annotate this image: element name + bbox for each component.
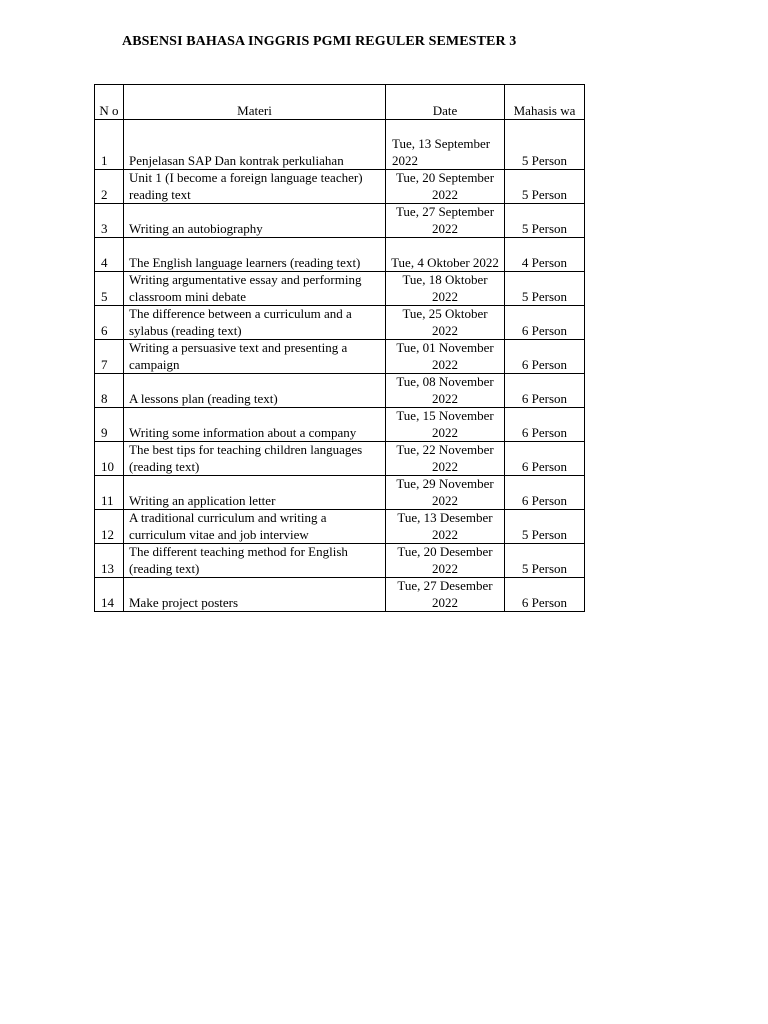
row-materi: Unit 1 (I become a foreign language teacher) reading text [124,170,386,204]
row-date: Tue, 18 Oktober 2022 [386,272,505,306]
row-date: Tue, 13 September 2022 [386,120,505,170]
row-mahasiswa: 5 Person [505,204,585,238]
row-number: 11 [95,476,124,510]
table-header-row [95,85,585,120]
row-mahasiswa: 5 Person [505,272,585,306]
row-number: 4 [95,238,124,272]
row-materi: Writing an application letter [124,476,386,510]
row-date: Tue, 27 Desember 2022 [386,578,505,612]
row-mahasiswa: 5 Person [505,544,585,578]
table-row [95,272,585,306]
row-mahasiswa: 6 Person [505,408,585,442]
row-date: Tue, 25 Oktober 2022 [386,306,505,340]
row-date: Tue, 15 November 2022 [386,408,505,442]
row-mahasiswa: 5 Person [505,170,585,204]
column-header-mahasiswa: Mahasis wa [505,85,585,120]
table-row [95,170,585,204]
column-header-no: N o [95,85,124,120]
row-date: Tue, 20 Desember 2022 [386,544,505,578]
row-number: 9 [95,408,124,442]
row-materi: The best tips for teaching children languages (reading text) [124,442,386,476]
row-number: 7 [95,340,124,374]
table-row [95,510,585,544]
row-materi: Writing argumentative essay and performing classroom mini debate [124,272,386,306]
row-materi: The difference between a curriculum and a sylabus (reading text) [124,306,386,340]
row-number: 1 [95,120,124,170]
row-date: Tue, 08 November 2022 [386,374,505,408]
table-row [95,476,585,510]
row-date: Tue, 22 November 2022 [386,442,505,476]
table-row [95,442,585,476]
row-date: Tue, 13 Desember 2022 [386,510,505,544]
row-materi: The different teaching method for English (reading text) [124,544,386,578]
table-row [95,306,585,340]
row-mahasiswa: 6 Person [505,578,585,612]
row-mahasiswa: 5 Person [505,510,585,544]
row-mahasiswa: 4 Person [505,238,585,272]
row-number: 5 [95,272,124,306]
row-mahasiswa: 6 Person [505,374,585,408]
row-number: 10 [95,442,124,476]
table-row [95,120,585,170]
row-date: Tue, 20 September 2022 [386,170,505,204]
row-mahasiswa: 5 Person [505,120,585,170]
row-materi: Writing an autobiography [124,204,386,238]
attendance-table [94,84,585,612]
row-date: Tue, 01 November 2022 [386,340,505,374]
row-number: 2 [95,170,124,204]
row-mahasiswa: 6 Person [505,340,585,374]
table-row [95,238,585,272]
row-materi: Make project posters [124,578,386,612]
row-date: Tue, 27 September 2022 [386,204,505,238]
row-date: Tue, 29 November 2022 [386,476,505,510]
row-number: 14 [95,578,124,612]
table-row [95,340,585,374]
row-materi: Writing a persuasive text and presenting a campaign [124,340,386,374]
table-row [95,578,585,612]
row-number: 3 [95,204,124,238]
row-number: 8 [95,374,124,408]
table-row [95,544,585,578]
table-row [95,204,585,238]
column-header-date: Date [386,85,505,120]
row-materi: A traditional curriculum and writing a curriculum vitae and job interview [124,510,386,544]
column-header-materi: Materi [124,85,386,120]
row-mahasiswa: 6 Person [505,306,585,340]
row-date: Tue, 4 Oktober 2022 [386,238,505,272]
row-number: 13 [95,544,124,578]
row-materi: Penjelasan SAP Dan kontrak perkuliahan [124,120,386,170]
row-materi: A lessons plan (reading text) [124,374,386,408]
table-row [95,374,585,408]
row-mahasiswa: 6 Person [505,442,585,476]
table-row [95,408,585,442]
row-mahasiswa: 6 Person [505,476,585,510]
row-number: 12 [95,510,124,544]
row-materi: The English language learners (reading text) [124,238,386,272]
row-number: 6 [95,306,124,340]
row-materi: Writing some information about a company [124,408,386,442]
page-title: ABSENSI BAHASA INGGRIS PGMI REGULER SEMESTER 3 [122,34,517,49]
